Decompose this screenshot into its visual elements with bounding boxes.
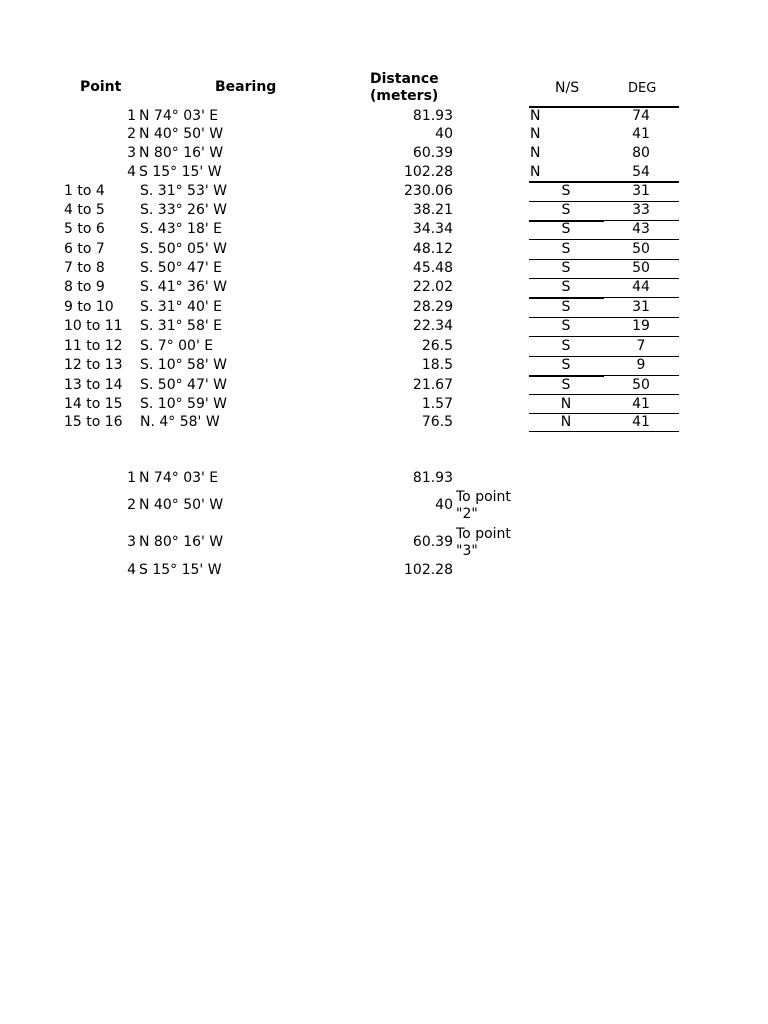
row-point: 4 to 5 bbox=[64, 202, 105, 218]
row-ns: N bbox=[530, 126, 541, 142]
row-ns: S bbox=[561, 357, 571, 373]
row-bearing: S. 7° 00' E bbox=[140, 338, 214, 354]
row-deg: 80 bbox=[632, 145, 650, 161]
row-divider bbox=[529, 239, 604, 240]
row-point: 13 to 14 bbox=[64, 377, 123, 393]
header-distance bbox=[370, 71, 439, 105]
row-distance: 60.39 bbox=[412, 534, 453, 550]
row-deg: 41 bbox=[632, 396, 650, 412]
row-distance: 34.34 bbox=[412, 221, 453, 237]
row-distance: 81.93 bbox=[412, 470, 453, 486]
row-bearing: S. 31° 53' W bbox=[140, 183, 228, 199]
row-note: To point "3" bbox=[456, 526, 511, 559]
row-bearing: N 74° 03' E bbox=[139, 470, 219, 486]
row-point: 12 to 13 bbox=[64, 357, 123, 373]
row-distance: 60.39 bbox=[412, 145, 453, 161]
row-point: 6 to 7 bbox=[64, 241, 105, 257]
row-distance: 22.02 bbox=[412, 279, 453, 295]
row-deg: 41 bbox=[632, 126, 650, 142]
row-point: 7 to 8 bbox=[64, 260, 105, 276]
row-ns: N bbox=[560, 396, 572, 412]
row-distance: 81.93 bbox=[412, 108, 453, 124]
row-bearing: N 40° 50' W bbox=[139, 126, 224, 142]
row-point: 15 to 16 bbox=[64, 414, 123, 430]
row-deg: 43 bbox=[632, 221, 650, 237]
row-divider bbox=[529, 431, 679, 432]
row-deg: 50 bbox=[632, 260, 650, 276]
row-deg: 31 bbox=[632, 299, 650, 315]
row-deg: 33 bbox=[632, 202, 650, 218]
row-distance: 230.06 bbox=[404, 183, 453, 199]
row-ns: N bbox=[530, 145, 541, 161]
row-ns: S bbox=[561, 183, 571, 199]
row-distance: 38.21 bbox=[412, 202, 453, 218]
row-point: 8 to 9 bbox=[64, 279, 105, 295]
row-point: 9 to 10 bbox=[64, 299, 114, 315]
row-bearing: S. 31° 40' E bbox=[140, 299, 223, 315]
row-distance: 21.67 bbox=[412, 377, 453, 393]
row-distance: 102.28 bbox=[404, 164, 453, 180]
header-deg: DEG bbox=[628, 81, 657, 96]
row-distance: 26.5 bbox=[421, 338, 453, 354]
row-deg: 19 bbox=[632, 318, 650, 334]
row-distance: 76.5 bbox=[421, 414, 453, 430]
row-bearing: S. 43° 18' E bbox=[140, 221, 223, 237]
row-bearing: N 80° 16' W bbox=[139, 145, 224, 161]
row-number: 1 bbox=[127, 108, 136, 124]
row-bearing: S 15° 15' W bbox=[139, 164, 222, 180]
row-bearing: S. 50° 47' W bbox=[140, 377, 228, 393]
row-distance: 1.57 bbox=[421, 396, 453, 412]
row-bearing: S. 41° 36' W bbox=[140, 279, 228, 295]
row-point: 5 to 6 bbox=[64, 221, 105, 237]
header-point: Point bbox=[80, 79, 122, 95]
row-ns: S bbox=[561, 377, 571, 393]
row-bearing: S. 50° 47' E bbox=[140, 260, 223, 276]
row-number: 4 bbox=[127, 164, 136, 180]
row-ns: S bbox=[561, 318, 571, 334]
row-ns: S bbox=[561, 338, 571, 354]
header-ns: N/S bbox=[555, 80, 580, 96]
row-ns: S bbox=[561, 202, 571, 218]
row-point: 10 to 11 bbox=[64, 318, 123, 334]
row-point: 11 to 12 bbox=[64, 338, 123, 354]
row-divider bbox=[604, 336, 679, 337]
row-ns: N bbox=[560, 414, 572, 430]
row-divider bbox=[529, 336, 604, 337]
row-divider bbox=[529, 394, 604, 395]
row-bearing: S. 50° 05' W bbox=[140, 241, 228, 257]
row-bearing: N. 4° 58' W bbox=[140, 414, 220, 430]
row-ns: S bbox=[561, 279, 571, 295]
row-bearing: N 40° 50' W bbox=[139, 497, 224, 513]
row-number: 1 bbox=[127, 470, 136, 486]
row-distance: 40 bbox=[435, 126, 453, 142]
row-number: 2 bbox=[127, 126, 136, 142]
row-number: 2 bbox=[127, 497, 136, 513]
row-ns: N bbox=[530, 108, 541, 124]
row-distance: 48.12 bbox=[412, 241, 453, 257]
row-point: 1 to 4 bbox=[64, 183, 105, 199]
row-distance: 18.5 bbox=[421, 357, 453, 373]
row-deg: 50 bbox=[632, 377, 650, 393]
row-ns: S bbox=[561, 241, 571, 257]
row-ns: S bbox=[561, 299, 571, 315]
row-bearing: N 80° 16' W bbox=[139, 534, 224, 550]
header-bearing: Bearing bbox=[215, 79, 277, 95]
row-number: 4 bbox=[127, 562, 136, 578]
row-deg: 50 bbox=[632, 241, 650, 257]
row-number: 3 bbox=[127, 534, 136, 550]
row-point: 14 to 15 bbox=[64, 396, 123, 412]
row-bearing: S. 10° 58' W bbox=[140, 357, 228, 373]
row-bearing: S. 10° 59' W bbox=[140, 396, 228, 412]
row-bearing: N 74° 03' E bbox=[139, 108, 219, 124]
row-ns: S bbox=[561, 221, 571, 237]
row-bearing: S. 33° 26' W bbox=[140, 202, 228, 218]
row-distance: 45.48 bbox=[412, 260, 453, 276]
row-deg: 7 bbox=[636, 338, 646, 354]
row-number: 3 bbox=[127, 145, 136, 161]
row-bearing: S. 31° 58' E bbox=[140, 318, 223, 334]
row-deg: 74 bbox=[632, 108, 650, 124]
header-distance-line2: (meters) bbox=[370, 88, 439, 104]
row-note: To point "2" bbox=[456, 489, 511, 522]
row-deg: 54 bbox=[632, 164, 650, 180]
row-distance: 28.29 bbox=[412, 299, 453, 315]
row-distance: 22.34 bbox=[412, 318, 453, 334]
header-distance-line1: Distance bbox=[370, 71, 439, 87]
row-deg: 9 bbox=[636, 357, 646, 373]
row-divider bbox=[604, 394, 679, 395]
row-divider bbox=[604, 239, 679, 240]
row-distance: 40 bbox=[435, 497, 453, 513]
row-ns: S bbox=[561, 260, 571, 276]
row-divider bbox=[604, 375, 679, 376]
row-divider bbox=[604, 297, 679, 298]
row-ns: N bbox=[530, 164, 541, 180]
row-deg: 31 bbox=[632, 183, 650, 199]
row-distance: 102.28 bbox=[404, 562, 453, 578]
row-deg: 41 bbox=[632, 414, 650, 430]
row-deg: 44 bbox=[632, 279, 650, 295]
row-bearing: S 15° 15' W bbox=[139, 562, 222, 578]
